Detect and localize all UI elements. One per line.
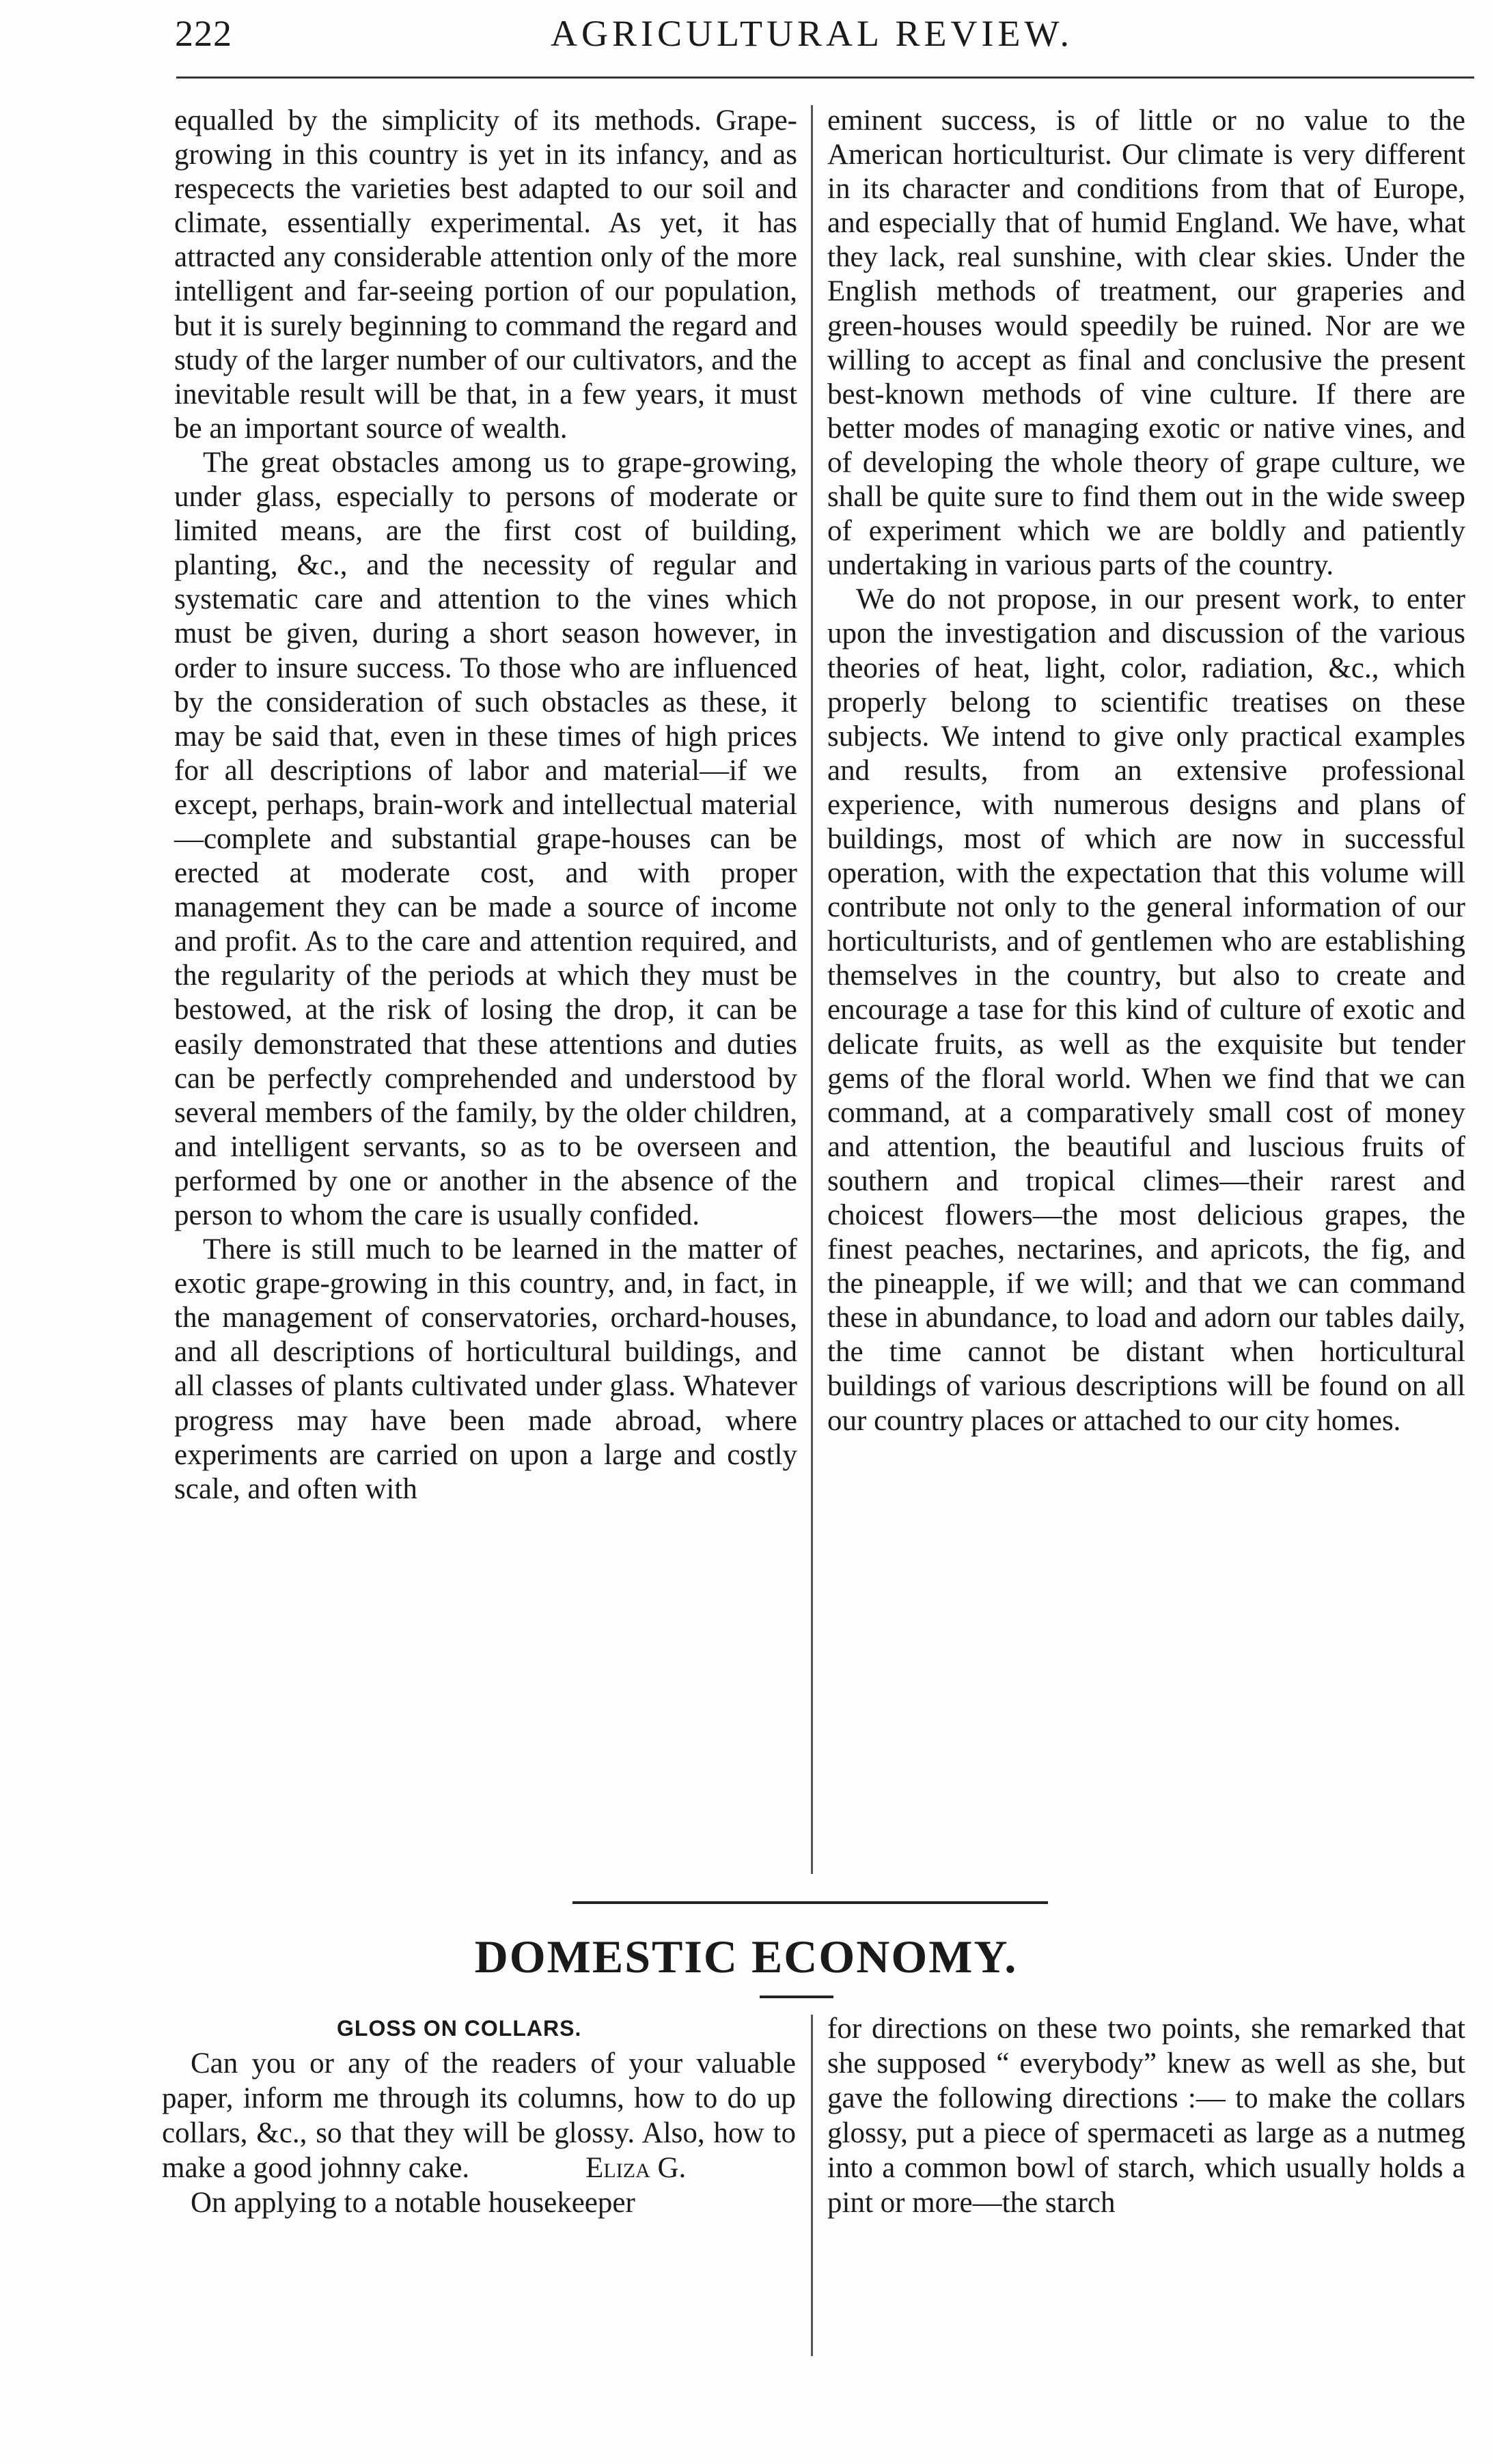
running-title: AGRICULTURAL REVIEW. xyxy=(551,13,1073,54)
subheading: GLOSS ON COLLARS. xyxy=(337,2016,582,2041)
section-title: DOMESTIC ECONOMY. xyxy=(474,1931,1018,1983)
article-right-column xyxy=(827,104,1465,1438)
paragraph: The great obstacles among us to grape-growing, under glass, especially to persons of moderate or limited means, are the first cost of building, planting, &c., and the necessity of regular and systematic care and attention to the vines which must be given, during a short season however, in order to insure success. To those who are influenced by the consideration of such obstacles as these, it may be said that, even in these times of high prices for all descriptions of labor and material—if we except, perhaps, brain-work and intellectual material—complete and substantial grape-houses can be erected at moderate cost, and with proper management they can be made a source of income and profit. As to the care and attention required, and the regularity of the periods at which they must be bestowed, at the risk of losing the drop, it can be easily demonstrated that these attentions and duties can be perfectly comprehended and understood by several members of the family, by the older children, and intelligent servants, so as to be overseen and performed by one or another in the absence of the person to whom the care is usually confided. xyxy=(174,446,797,1231)
section-divider xyxy=(572,1901,1048,1904)
section-right-column xyxy=(827,2011,1465,2220)
letter-paragraph xyxy=(162,2046,796,2185)
letter-text: Can you or any of the readers of your valuable paper, inform me through its columns, how to do up collars, &c., so that they will be glossy. Also, how to make a good johnny cake. xyxy=(162,2047,796,2184)
paragraph: eminent success, is of little or no value to the American horticulturist. Our climate is very different in its character and conditions from that of Europe, and especially that of humid England. We have, what they lack, real sunshine, with clear skies. Under the English methods of treatment, our graperies and green-houses would speedily be ruined. Nor are we willing to accept as final and conclusive the present best-known methods of vine culture. If there are better modes of managing exotic or native vines, and of developing the whole theory of grape culture, we shall be quite sure to find them out in the wide sweep of experiment which we are boldly and patiently undertaking in various parts of the country. xyxy=(827,104,1465,582)
paragraph: There is still much to be learned in the matter of exotic grape-growing in this country, and, in fact, in the management of conservatories, orchard-houses, and all descriptions of horticultural buildings, and all classes of plants cultivated under glass. Whatever progress may have been made abroad, where experiments are carried on upon a large and costly scale, and often with xyxy=(174,1233,797,1505)
letter-signature: Eliza G. xyxy=(585,2152,687,2184)
page-number: 222 xyxy=(175,13,232,54)
column-divider xyxy=(811,105,813,1874)
header-rule xyxy=(176,76,1474,79)
page-header xyxy=(175,12,1473,67)
section-left-column xyxy=(162,2011,796,2220)
article-left-column xyxy=(174,104,797,1507)
column-divider xyxy=(811,2015,813,2356)
paragraph: We do not propose, in our present work, to enter upon the investigation and discussion of the various theories of heat, light, color, radiation, &c., which properly belong to scientific treatises on these subjects. We intend to give only practical examples and results, from an extensive professional experience, with numerous designs and plans of buildings, most of which are now in successful operation, with the expectation that this volume will contribute not only to the general information of our horticulturists, and of gentlemen who are establishing themselves in the country, but also to create and encourage a tase for this kind of culture of exotic and delicate fruits, as well as the exquisite but tender gems of the floral world. When we find that we can command, at a comparatively small cost of money and attention, the beautiful and luscious fruits of southern and tropical climes—their rarest and choicest flowers—the most delicious grapes, the finest peaches, nectarines, and apricots, the fig, and the pineapple, if we will; and that we can command these in abundance, to load and adorn our tables daily, the time cannot be distant when horticultural buildings of various descriptions will be found on all our country places or attached to our city homes. xyxy=(827,583,1465,1437)
reply-paragraph-start: On applying to a notable housekeeper xyxy=(191,2187,635,2219)
title-underline xyxy=(760,1996,833,1998)
reply-paragraph-continued: for directions on these two points, she remarked that she supposed “ everybody” knew as well as she, but gave the following directions :— to make the collars glossy, put a piece of spermaceti as large as a nutmeg into a common bowl of starch, which usually holds a pint or more—the starch xyxy=(827,2013,1465,2219)
paragraph: equalled by the simplicity of its methods. Grape-growing in this country is yet in its infancy, and as respecects the varieties best adapted to our soil and climate, essentially experimental. As yet, it has attracted any considerable attention only of the more intelligent and far-seeing portion of our population, but it is surely beginning to command the regard and study of the larger number of our cultivators, and the inevitable result will be that, in a few years, it must be an important source of wealth. xyxy=(174,104,797,445)
